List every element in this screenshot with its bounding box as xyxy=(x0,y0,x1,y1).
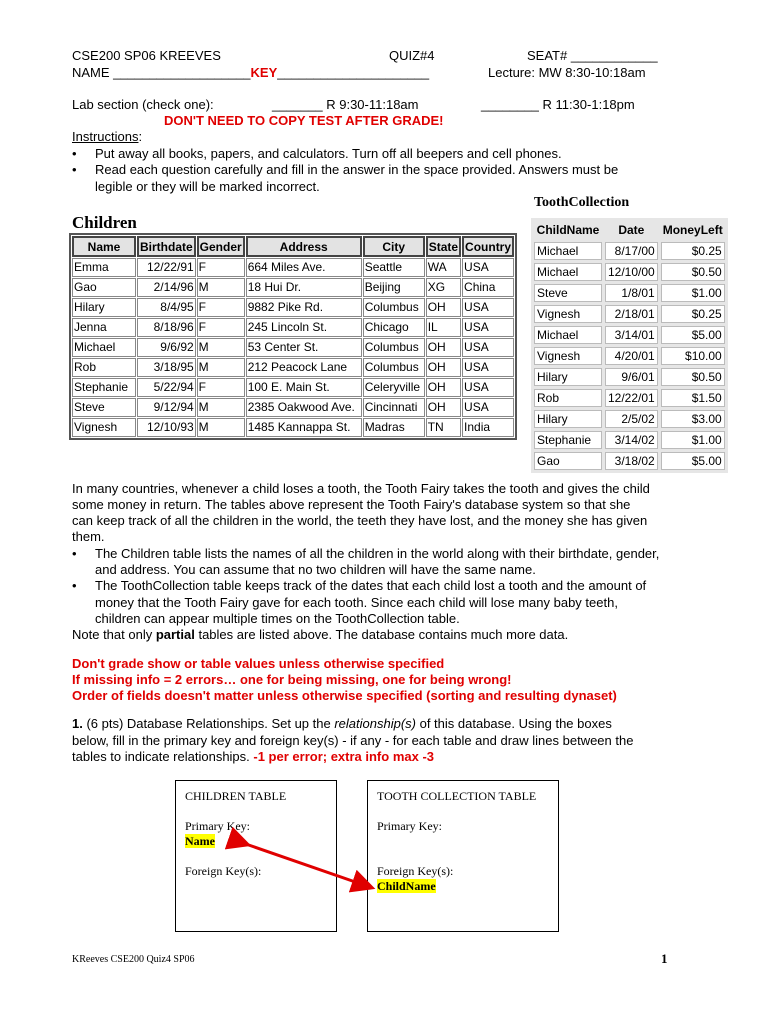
cell-childname: Hilary xyxy=(534,410,602,428)
cell-gender: F xyxy=(197,378,245,397)
instructions-label: Instructions xyxy=(72,129,139,144)
cell-gender: M xyxy=(197,278,245,297)
cell-childname: Vignesh xyxy=(534,347,602,365)
cell-moneyleft: $3.00 xyxy=(661,410,725,428)
cell-childname: Rob xyxy=(534,389,602,407)
cell-childname: Steve xyxy=(534,284,602,302)
lab-option-2: ________ R 11:30-1:18pm xyxy=(481,97,635,112)
cell-moneyleft: $0.25 xyxy=(661,242,725,260)
cell-gender: M xyxy=(197,358,245,377)
bullet-icon: • xyxy=(72,546,77,561)
instruction-text-continued: legible or they will be marked incorrect. xyxy=(95,179,320,194)
cell-name: Gao xyxy=(72,278,136,297)
note-bold: partial xyxy=(155,627,195,642)
question-text: of this database. Using the boxes xyxy=(415,716,612,731)
cell-birthdate: 12/22/91 xyxy=(137,258,196,277)
paragraph-line: some money in return. The tables above represent the Tooth Fairy's database system so that she xyxy=(72,497,631,512)
cell-name: Steve xyxy=(72,398,136,417)
name-suffix: _____________________ xyxy=(277,65,430,80)
arrow-line xyxy=(240,842,364,885)
cell-name: Jenna xyxy=(72,318,136,337)
seat-field: SEAT# ____________ xyxy=(527,48,658,63)
cell-state: TN xyxy=(426,418,461,437)
bullet-text: The ToothCollection table keeps track of the dates that each child lost a tooth and the amount of xyxy=(95,578,647,593)
cell-city: Columbus xyxy=(363,298,425,317)
instruction-text: Put away all books, papers, and calculators. Turn off all beepers and cell phones. xyxy=(95,146,562,161)
instruction-text: Read each question carefully and fill in the answer in the space provided. Answers must be xyxy=(95,162,619,177)
note-suffix: tables are listed above. The database contains much more data. xyxy=(194,627,569,642)
cell-city: Celeryville xyxy=(363,378,425,397)
cell-name: Hilary xyxy=(72,298,136,317)
grading-note: DON'T NEED TO COPY TEST AFTER GRADE! xyxy=(164,113,444,128)
question-penalty: -1 per error; extra info max -3 xyxy=(253,749,435,764)
cell-birthdate: 2/14/96 xyxy=(137,278,196,297)
quiz-label: QUIZ#4 xyxy=(389,48,435,63)
cell-birthdate: 12/10/93 xyxy=(137,418,196,437)
cell-date: 12/10/00 xyxy=(605,263,658,281)
foreign-key-value: ChildName xyxy=(377,879,436,893)
cell-city: Seattle xyxy=(363,258,425,277)
cell-country: USA xyxy=(462,318,514,337)
cell-date: 12/22/01 xyxy=(605,389,658,407)
cell-gender: M xyxy=(197,418,245,437)
cell-moneyleft: $5.00 xyxy=(661,452,725,470)
cell-gender: F xyxy=(197,258,245,277)
col-header-address: Address xyxy=(246,236,362,257)
bullet-text-continued: and address. You can assume that no two children will have the same name. xyxy=(95,562,536,577)
col-header-country: Country xyxy=(462,236,514,257)
grading-rule: Order of fields doesn't matter unless otherwise specified (sorting and resulting dynaset) xyxy=(72,688,617,703)
cell-country: USA xyxy=(462,298,514,317)
question-number: 1. xyxy=(72,716,83,731)
page-number: 1 xyxy=(661,951,668,966)
cell-name: Michael xyxy=(72,338,136,357)
cell-date: 2/18/01 xyxy=(605,305,658,323)
cell-gender: M xyxy=(197,338,245,357)
col-header-birthdate: Birthdate xyxy=(137,236,196,257)
cell-state: OH xyxy=(426,358,461,377)
cell-country: China xyxy=(462,278,514,297)
bullet-text: The Children table lists the names of all the children in the world along with their birthdate, gender, xyxy=(95,546,660,561)
cell-country: USA xyxy=(462,358,514,377)
col-header-moneyleft: MoneyLeft xyxy=(662,223,723,237)
cell-birthdate: 9/12/94 xyxy=(137,398,196,417)
cell-date: 8/17/00 xyxy=(605,242,658,260)
cell-address: 9882 Pike Rd. xyxy=(246,298,362,317)
cell-childname: Hilary xyxy=(534,368,602,386)
cell-address: 100 E. Main St. xyxy=(246,378,362,397)
footer-label: KReeves CSE200 Quiz4 SP06 xyxy=(72,954,195,965)
foreign-key-label: Foreign Key(s): xyxy=(377,864,454,878)
cell-address: 245 Lincoln St. xyxy=(246,318,362,337)
cell-state: IL xyxy=(426,318,461,337)
col-header-childname: ChildName xyxy=(534,221,602,239)
cell-gender: M xyxy=(197,398,245,417)
question-text: tables to indicate relationships. xyxy=(72,749,254,764)
cell-address: 53 Center St. xyxy=(246,338,362,357)
cell-address: 1485 Kannappa St. xyxy=(246,418,362,437)
cell-childname: Vignesh xyxy=(534,305,602,323)
cell-moneyleft: $1.00 xyxy=(661,284,725,302)
cell-birthdate: 8/18/96 xyxy=(137,318,196,337)
cell-name: Vignesh xyxy=(72,418,136,437)
cell-childname: Gao xyxy=(534,452,602,470)
paragraph-line: them. xyxy=(72,529,105,544)
primary-key-label: Primary Key: xyxy=(185,819,250,833)
primary-key-value: Name xyxy=(185,834,215,848)
cell-birthdate: 8/4/95 xyxy=(137,298,196,317)
name-prefix: NAME ___________________ xyxy=(72,65,251,80)
cell-state: OH xyxy=(426,378,461,397)
grading-rule: If missing info = 2 errors… one for being missing, one for being wrong! xyxy=(72,672,512,687)
cell-address: 212 Peacock Lane xyxy=(246,358,362,377)
cell-birthdate: 9/6/92 xyxy=(137,338,196,357)
primary-key-label: Primary Key: xyxy=(377,819,442,833)
cell-moneyleft: $1.50 xyxy=(661,389,725,407)
cell-date: 9/6/01 xyxy=(605,368,658,386)
bullet-icon: • xyxy=(72,578,77,593)
question-italic: relationship(s) xyxy=(334,716,416,731)
cell-date: 3/18/02 xyxy=(605,452,658,470)
bullet-icon: • xyxy=(72,146,77,161)
cell-country: USA xyxy=(462,398,514,417)
col-header-gender: Gender xyxy=(197,236,245,257)
cell-name: Rob xyxy=(72,358,136,377)
cell-moneyleft: $5.00 xyxy=(661,326,725,344)
cell-moneyleft: $0.50 xyxy=(661,368,725,386)
cell-date: 4/20/01 xyxy=(605,347,658,365)
cell-address: 664 Miles Ave. xyxy=(246,258,362,277)
box-title: CHILDREN TABLE xyxy=(185,789,287,803)
cell-childname: Stephanie xyxy=(534,431,602,449)
cell-city: Beijing xyxy=(363,278,425,297)
cell-gender: F xyxy=(197,298,245,317)
cell-date: 1/8/01 xyxy=(605,284,658,302)
question-text: (6 pts) Database Relationships. Set up the xyxy=(82,716,335,731)
col-header-name: Name xyxy=(72,236,136,257)
paragraph-line: can keep track of all the children in the world, the teeth they have lost, and the money she has given xyxy=(72,513,648,528)
col-header-date: Date xyxy=(605,221,658,239)
cell-moneyleft: $1.00 xyxy=(661,431,725,449)
bullet-text-continued: children can appear multiple times on the ToothCollection table. xyxy=(95,611,460,626)
bullet-text-continued: money that the Tooth Fairy gave for each tooth. Since each child will lose many baby teeth, xyxy=(95,595,618,610)
lecture-label: Lecture: MW 8:30-10:18am xyxy=(488,65,646,80)
cell-city: Columbus xyxy=(363,358,425,377)
cell-moneyleft: $10.00 xyxy=(661,347,725,365)
cell-country: USA xyxy=(462,378,514,397)
course-label: CSE200 SP06 KREEVES xyxy=(72,48,221,63)
question-1-line: below, fill in the primary key and foreign key(s) - if any - for each table and draw lines between the xyxy=(72,733,634,748)
cell-childname: Michael xyxy=(534,263,602,281)
cell-moneyleft: $0.50 xyxy=(661,263,725,281)
instructions-heading: Instructions: xyxy=(72,129,143,144)
cell-name: Stephanie xyxy=(72,378,136,397)
col-header-state: State xyxy=(426,236,461,257)
cell-city: Chicago xyxy=(363,318,425,337)
paragraph-line: In many countries, whenever a child loses a tooth, the Tooth Fairy takes the tooth and gives the child xyxy=(72,481,650,496)
name-key: KEY xyxy=(250,65,278,80)
cell-state: XG xyxy=(426,278,461,297)
cell-country: USA xyxy=(462,338,514,357)
cell-state: WA xyxy=(426,258,461,277)
cell-name: Emma xyxy=(72,258,136,277)
cell-city: Madras xyxy=(363,418,425,437)
cell-moneyleft: $0.25 xyxy=(661,305,725,323)
cell-city: Columbus xyxy=(363,338,425,357)
cell-state: OH xyxy=(426,398,461,417)
cell-country: USA xyxy=(462,258,514,277)
cell-state: OH xyxy=(426,298,461,317)
cell-date: 3/14/01 xyxy=(605,326,658,344)
lab-section-label: Lab section (check one): xyxy=(72,97,214,112)
cell-gender: F xyxy=(197,318,245,337)
tooth-table-title: ToothCollection xyxy=(534,195,630,210)
cell-date: 3/14/02 xyxy=(605,431,658,449)
cell-address: 18 Hui Dr. xyxy=(246,278,362,297)
foreign-key-label: Foreign Key(s): xyxy=(185,864,262,878)
cell-birthdate: 5/22/94 xyxy=(137,378,196,397)
bullet-icon: • xyxy=(72,162,77,177)
cell-birthdate: 3/18/95 xyxy=(137,358,196,377)
note-prefix: Note that only xyxy=(72,627,156,642)
cell-state: OH xyxy=(426,338,461,357)
col-header-city: City xyxy=(363,236,425,257)
cell-date: 2/5/02 xyxy=(605,410,658,428)
cell-childname: Michael xyxy=(534,326,602,344)
box-title: TOOTH COLLECTION TABLE xyxy=(377,789,537,803)
cell-childname: Michael xyxy=(534,242,602,260)
cell-city: Cincinnati xyxy=(363,398,425,417)
children-table-title: Children xyxy=(72,213,137,232)
cell-country: India xyxy=(462,418,514,437)
cell-address: 2385 Oakwood Ave. xyxy=(246,398,362,417)
grading-rule: Don't grade show or table values unless otherwise specified xyxy=(72,656,445,671)
lab-option-1: _______ R 9:30-11:18am xyxy=(272,97,419,112)
